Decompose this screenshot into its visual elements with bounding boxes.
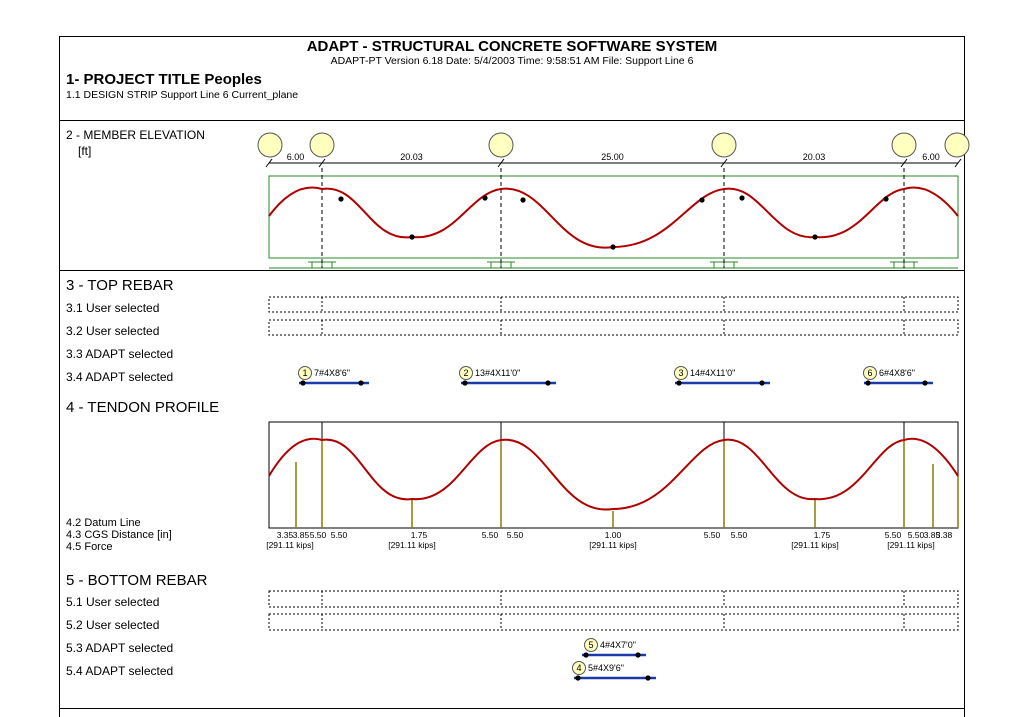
cgs-distance-label: 1.75 (813, 530, 831, 540)
rebar-end-point (583, 652, 588, 657)
section-heading-elevation: 2 - MEMBER ELEVATION (66, 128, 205, 142)
tendon-force-label: [291.11 kips] (266, 540, 314, 550)
user-rebar-band (269, 297, 958, 312)
cgs-distance-label: 5.50 (884, 530, 902, 540)
cgs-distance-label: 5.50 (730, 530, 748, 540)
rebar-end-point (865, 380, 870, 385)
section-heading-top-rebar: 3 - TOP REBAR (66, 277, 174, 294)
top-rebar-row-label: 3.4 ADAPT selected (66, 370, 174, 384)
section-heading-bottom-rebar: 5 - BOTTOM REBAR (66, 572, 208, 589)
span-length-label: 20.03 (802, 152, 826, 162)
cgs-distance-label: 3.85 (923, 530, 941, 540)
support-circle (945, 133, 969, 157)
cgs-distance-label: 1.00 (604, 530, 622, 540)
rebar-end-point (635, 652, 640, 657)
rebar-end-point (575, 675, 580, 680)
cgs-distance-label: 3.38 (935, 530, 953, 540)
section-heading-tendon: 4 - TENDON PROFILE (66, 399, 220, 416)
tendon-control-point (610, 244, 615, 249)
tendon-row-label: 4.3 CGS Distance [in] (66, 529, 172, 541)
rebar-id-label: 2 (463, 368, 469, 378)
top-rebar-row-label: 3.1 User selected (66, 301, 160, 315)
support-circle (258, 133, 282, 157)
top-rebar-row-label: 3.2 User selected (66, 324, 160, 338)
rebar-end-point (645, 675, 650, 680)
bottom-rebar-row-label: 5.2 User selected (66, 618, 160, 632)
rebar-size-label: 4#4X7'0" (600, 640, 636, 650)
tendon-control-point (739, 195, 744, 200)
bottom-rebar-row-label: 5.1 User selected (66, 595, 160, 609)
rebar-size-label: 7#4X8'6" (314, 368, 350, 378)
tendon-force-label: [291.11 kips] (388, 540, 436, 550)
rebar-end-point (676, 380, 681, 385)
tendon-control-point (812, 234, 817, 239)
support-circle (489, 133, 513, 157)
rebar-end-point (759, 380, 764, 385)
cgs-distance-label: 5.50 (703, 530, 721, 540)
cgs-distance-label: 3.35 (276, 530, 294, 540)
span-length-label: 20.03 (400, 152, 423, 162)
rebar-end-point (545, 380, 550, 385)
rebar-id-label: 6 (867, 368, 873, 378)
report-subtitle: ADAPT-PT Version 6.18 Date: 5/4/2003 Time: 9:58:51 AM File: Support Line 6 (330, 55, 694, 67)
rebar-end-point (922, 380, 927, 385)
support-circle (892, 133, 916, 157)
user-rebar-band (269, 614, 958, 630)
tendon-control-point (482, 195, 487, 200)
user-rebar-band (269, 591, 958, 607)
cgs-distance-label: 1.75 (410, 530, 428, 540)
tendon-control-point (699, 197, 704, 202)
tendon-row-label: 4.5 Force (66, 541, 113, 553)
tendon-elevation (269, 188, 958, 248)
rebar-size-label: 14#4X11'0" (690, 368, 736, 378)
support-circle (712, 133, 736, 157)
rebar-size-label: 5#4X9'6" (588, 663, 624, 673)
tendon-control-point (883, 196, 888, 201)
cgs-distance-label: 5.50 (506, 530, 524, 540)
rebar-id-label: 3 (678, 368, 684, 378)
user-rebar-band (269, 320, 958, 335)
rebar-end-point (358, 380, 363, 385)
rebar-size-label: 13#4X11'0" (475, 368, 521, 378)
project-title: 1- PROJECT TITLE Peoples (66, 71, 262, 88)
cgs-distance-label: 3.85 (292, 530, 310, 540)
cgs-distance-label: 5.50 (330, 530, 348, 540)
tendon-profile-curve (269, 439, 958, 510)
bottom-rebar-row-label: 5.3 ADAPT selected (66, 641, 174, 655)
report-title: ADAPT - STRUCTURAL CONCRETE SOFTWARE SYSTEM (306, 38, 718, 55)
cgs-distance-label: 5.50 (481, 530, 499, 540)
rebar-end-point (462, 380, 467, 385)
tendon-control-point (409, 234, 414, 239)
rebar-end-point (300, 380, 305, 385)
rebar-size-label: 6#4X8'6" (879, 368, 915, 378)
rebar-id-label: 1 (302, 368, 308, 378)
support-circle (310, 133, 334, 157)
elevation-unit: [ft] (78, 144, 92, 158)
span-length-label: 6.00 (922, 152, 940, 162)
design-strip: 1.1 DESIGN STRIP Support Line 6 Current_plane (66, 89, 299, 101)
tendon-control-point (338, 196, 343, 201)
rebar-id-label: 4 (576, 663, 582, 673)
cgs-distance-label: 5.50 (907, 530, 925, 540)
rebar-id-label: 5 (588, 640, 594, 650)
tendon-control-point (520, 197, 525, 202)
span-length-label: 6.00 (286, 152, 305, 162)
tendon-force-label: [291.11 kips] (589, 540, 637, 550)
tendon-force-label: [291.11 kips] (791, 540, 839, 550)
span-length-label: 25.00 (601, 152, 624, 162)
bottom-rebar-row-label: 5.4 ADAPT selected (66, 664, 174, 678)
tendon-row-label: 4.2 Datum Line (66, 517, 141, 529)
cgs-distance-label: 5.50 (309, 530, 327, 540)
tendon-force-label: [291.11 kips] (887, 540, 935, 550)
top-rebar-row-label: 3.3 ADAPT selected (66, 347, 174, 361)
